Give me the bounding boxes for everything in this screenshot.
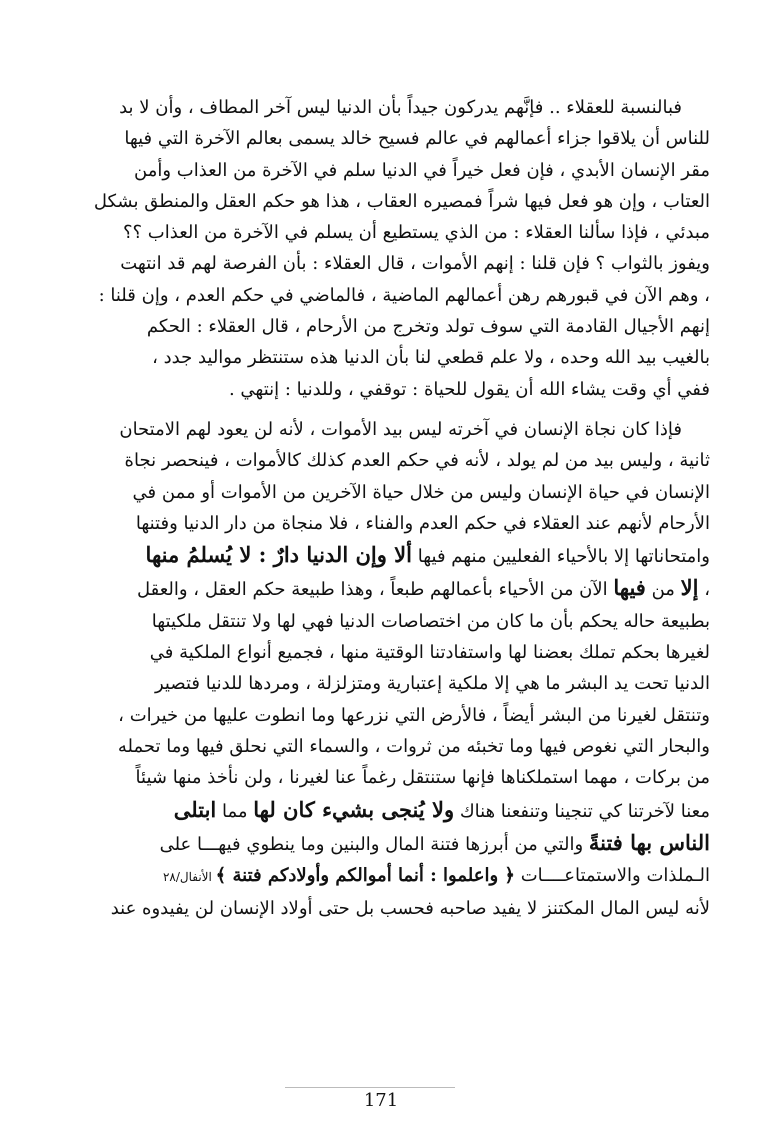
text-line: العتاب ، وإن هو فعل فيها شراً فمصيره العقاب ، هذا هو حكم العقل والمنطق بشكل: [93, 190, 710, 212]
emphasis-quote: ولا يُنجى بشيء كان لها: [253, 796, 455, 822]
emphasis-quote: الناس بها فتنةً: [588, 829, 710, 855]
text-line: إنهم الأجيال القادمة التي سوف تولد وتخرج من الأرحام ، قال العقلاء : الحكم: [146, 316, 710, 338]
paragraph-2: [62, 414, 710, 925]
text-line: والبحار التي نغوص فيها وما تخبئه من ثروات ، والسماء التي نحلق فيها وما تحمله: [117, 735, 710, 757]
text-line: بالغيب بيد الله وحده ، ولا علم قطعي لنا بأن الدنيا هذه ستنتظر مواليد جدد ،: [152, 347, 710, 369]
page-number: 171: [363, 1090, 399, 1111]
text-run: الآن من الأحياء بأعمالهم طبعاً ، وهذا طبيعة حكم العقل ، والعقل: [136, 579, 614, 601]
text-run: والتي من أبرزها فتنة المال والبنين وما ينطوي فيهـــا على: [159, 833, 589, 855]
text-line: فإذا كان نجاة الإنسان في آخرته ليس بيد الأموات ، لأنه لن يعود لهم الامتحان: [119, 418, 682, 440]
text-run: وامتحاناتها إلا بالأحياء الفعليين منهم فيها: [417, 546, 710, 568]
text-run: مما: [216, 800, 254, 822]
text-line: وتنتقل لغيرنا من البشر أيضاً ، فالأرض التي نزرعها وما انطوت عليها من خيرات ،: [118, 704, 710, 726]
emphasis-word: إلا: [680, 575, 699, 601]
text-line: للناس أن يلاقوا جزاء أعمالهم في عالم فسيح خالد يسمى بعالم الآخرة التي فيها: [124, 128, 710, 150]
emphasis-word: فيها: [613, 575, 646, 601]
text-line: لغيرها بحكم تملك بعضنا لها واستفادتنا الوقتية منها ، فجميع أنواع الملكية في: [149, 642, 710, 664]
text-line: ويفوز بالثواب ؟ فإن قلنا : إنهم الأموات ، قال العقلاء : بأن الفرصة لهم قد انتهت: [120, 253, 710, 275]
paragraph-1: [62, 92, 710, 405]
text-run: ،: [698, 579, 710, 601]
text-line: [62, 539, 710, 572]
text-run: معنا لآخرتنا كي تنجينا وتنفعنا هناك: [454, 800, 710, 822]
text-line: ففي أي وقت يشاء الله أن يقول للحياة : توقفي ، وللدنيا : إنتهي .: [228, 378, 710, 400]
text-line: [62, 572, 710, 605]
text-line: [62, 827, 710, 860]
quran-verse: ﴿ واعلموا : أنما أموالكم وأولادكم فتنة ﴾: [215, 865, 515, 887]
text-run: الـملذات والاستمتاعــــات: [514, 865, 710, 887]
footer-divider: [285, 1087, 455, 1088]
text-line: ، وهم الآن في قبورهم رهن أعمالهم الماضية ، فالماضي في حكم العدم ، وإن قلنا :: [98, 284, 710, 306]
text-line: [62, 860, 710, 893]
text-line: [62, 794, 710, 827]
text-line: فبالنسبة للعقلاء .. فإنَّهم يدركون جيداً بأن الدنيا ليس آخر المطاف ، وأن لا بد: [119, 97, 682, 118]
emphasis-quote: ألا وإن الدنيا دارٌ : لا يُسلمُ منها: [145, 542, 412, 568]
text-line: الإنسان في حياة الإنسان وليس من خلال حياة الآخرين من الأموات أو ممن في: [132, 481, 710, 503]
text-run: من: [645, 579, 681, 601]
text-line: بطبيعة حاله يحكم بأن ما كان من اختصاصات الدنيا فهي لها ولا تنتقل ملكيتها: [151, 610, 710, 632]
text-line: مقر الإنسان الأبدي ، فإن فعل خيراً في الدنيا سلم في الآخرة من العذاب وأمن: [134, 159, 710, 181]
text-line: الأرحام لأنهم عند العقلاء في حكم العدم والفناء ، فلا منجاة من دار الدنيا وفتنها: [135, 512, 710, 534]
emphasis-word: ابتلى: [173, 796, 217, 822]
text-line: لأنه ليس المال المكتنز لا يفيد صاحبه فحسب بل حتى أولاد الإنسان لن يفيدوه عند: [110, 898, 710, 920]
text-line: مبدئي ، فإذا سألنا العقلاء : من الذي يستطيع أن يسلم في الآخرة من العذاب ؟؟: [122, 222, 710, 244]
text-line: ثانية ، وليس بيد من لم يولد ، لأنه في حكم العدم كذلك كالأموات ، فينحصر نجاة: [124, 450, 710, 472]
verse-reference: الأنفال/٢٨: [162, 870, 216, 885]
text-line: من بركات ، مهما استملكناها فإنها ستنتقل رغماً عنا لغيرنا ، ولن نأخذ منها شيئاً: [135, 767, 710, 789]
body-text: [62, 92, 710, 925]
text-line: الدنيا تحت يد البشر ما هي إلا ملكية إعتبارية ومتزلزلة ، ومردها للدنيا فتصير: [154, 673, 710, 695]
